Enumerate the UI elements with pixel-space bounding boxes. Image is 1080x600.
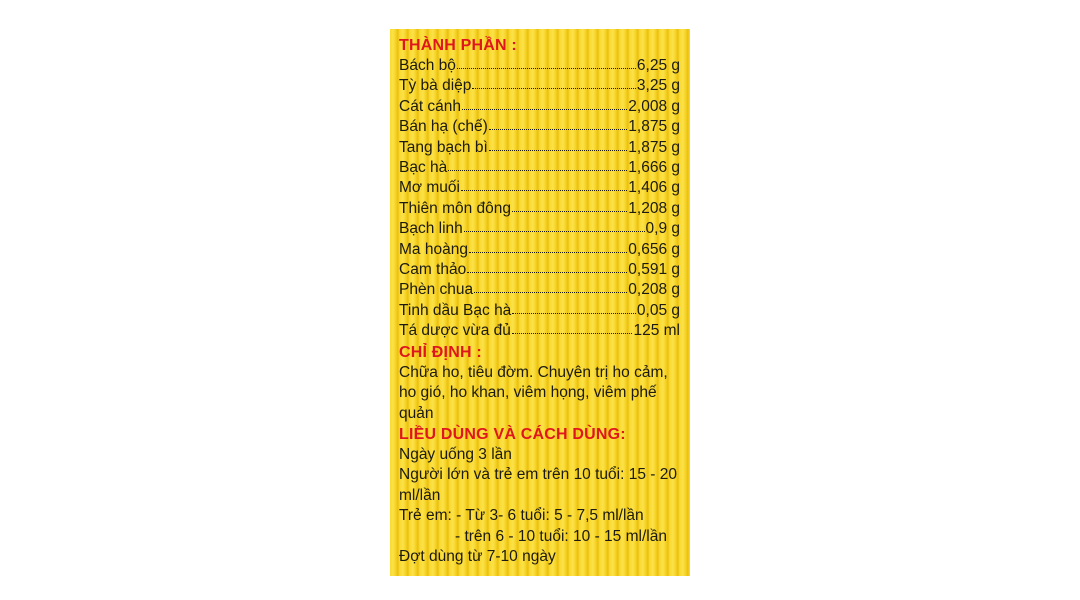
ingredient-name: Tang bạch bì — [399, 138, 488, 156]
ingredient-name: Tinh dầu Bạc hà — [399, 301, 512, 319]
ingredient-row — [399, 117, 680, 137]
medicine-label-panel — [390, 29, 690, 576]
ingredient-row — [399, 260, 680, 280]
ingredient-name: Tỳ bà diệp — [399, 77, 472, 95]
dosage-line-course: Đợt dùng từ 7-10 ngày — [399, 547, 556, 565]
ingredient-row — [399, 240, 680, 260]
ingredient-amount: 1,666 g — [628, 159, 680, 177]
ingredient-amount: 1,406 g — [628, 179, 680, 197]
dot-leader — [462, 108, 627, 110]
ingredient-name: Thiên môn đông — [399, 199, 512, 217]
dosage-line-adult: Người lớn và trẻ em trên 10 tuổi: 15 - 20 ml/lần — [399, 466, 677, 504]
ingredient-amount: 0,05 g — [636, 301, 680, 319]
ingredient-name: Bạc hà — [399, 159, 448, 177]
ingredient-name: Bách bộ — [399, 57, 456, 74]
ingredient-name: Ma hoàng — [399, 240, 468, 258]
dot-leader — [457, 67, 636, 69]
dot-leader — [474, 291, 627, 293]
ingredient-name: Tá dược vừa đủ — [399, 322, 511, 340]
ingredient-row — [399, 158, 680, 178]
ingredient-row — [399, 199, 680, 219]
ingredient-amount: 6,25 g — [636, 57, 680, 74]
dot-leader — [472, 87, 636, 89]
ingredient-row — [399, 301, 680, 321]
dosage-line-child-6-10: - trên 6 - 10 tuổi: 10 - 15 ml/lần — [455, 527, 667, 545]
ingredient-amount: 125 ml — [633, 322, 680, 340]
ingredient-row — [399, 56, 680, 76]
ingredient-row — [399, 321, 680, 341]
ingredient-name: Cát cánh — [399, 97, 462, 115]
ingredient-name: Mơ muối — [399, 179, 460, 197]
ingredient-amount: 2,008 g — [628, 97, 680, 115]
dot-leader — [512, 210, 627, 212]
dot-leader — [469, 251, 627, 253]
ingredient-row — [399, 97, 680, 117]
ingredient-row — [399, 76, 680, 96]
ingredient-amount: 0,591 g — [628, 261, 680, 279]
dot-leader — [489, 149, 628, 151]
ingredient-name: Bán hạ (chế) — [399, 118, 488, 136]
ingredient-list — [399, 56, 680, 342]
ingredient-amount: 0,656 g — [628, 240, 680, 258]
dosage-heading: LIỀU DÙNG VÀ CÁCH DÙNG: — [399, 425, 626, 443]
ingredient-name: Phèn chua — [399, 281, 474, 299]
ingredient-amount: 1,875 g — [628, 138, 680, 156]
ingredient-row — [399, 280, 680, 300]
dot-leader — [489, 128, 628, 130]
dot-leader — [512, 332, 633, 334]
ingredient-amount: 3,25 g — [636, 77, 680, 95]
dosage-line-daily: Ngày uống 3 lần — [399, 445, 512, 463]
ingredient-amount: 1,208 g — [628, 199, 680, 217]
dot-leader — [512, 312, 636, 314]
dot-leader — [464, 230, 645, 232]
dot-leader — [448, 169, 627, 171]
ingredient-row — [399, 178, 680, 198]
dot-leader — [461, 189, 627, 191]
dosage-line-child-3-6: Trẻ em: - Từ 3- 6 tuổi: 5 - 7,5 ml/lần — [399, 507, 644, 525]
ingredient-name: Cam thảo — [399, 261, 467, 279]
dot-leader — [467, 271, 627, 273]
ingredients-heading: THÀNH PHẦN : — [399, 37, 517, 54]
indications-text: Chữa ho, tiêu đờm. Chuyên trị ho cảm, ho gió, ho khan, viêm họng, viêm phế quản — [399, 363, 668, 422]
ingredient-name: Bạch linh — [399, 220, 463, 238]
ingredient-row — [399, 138, 680, 158]
ingredient-row — [399, 219, 680, 239]
ingredient-amount: 0,9 g — [645, 220, 680, 238]
indications-heading: CHỈ ĐỊNH : — [399, 343, 482, 361]
ingredient-amount: 1,875 g — [628, 118, 680, 136]
ingredient-amount: 0,208 g — [628, 281, 680, 299]
